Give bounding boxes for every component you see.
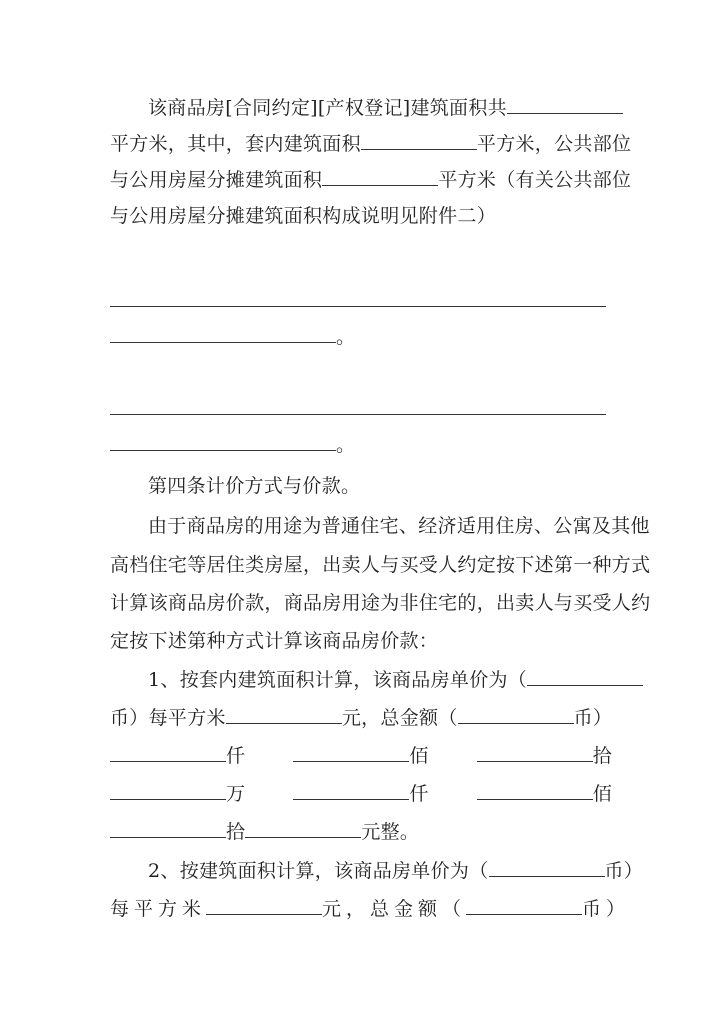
item2-text-2b: 元，总金额（ — [322, 898, 467, 920]
blank-line-3[interactable] — [110, 391, 612, 427]
unit-shi-1: 拾 — [592, 745, 612, 767]
item1-unit-price-blank[interactable] — [226, 701, 342, 724]
amount-bai-blank-2[interactable] — [477, 777, 593, 800]
item2-total-currency-blank[interactable] — [466, 892, 582, 915]
unit-wan: 万 — [226, 783, 246, 805]
article4-title — [110, 468, 612, 504]
blank-part-1[interactable] — [110, 320, 336, 343]
p1-text-4: 定按下述第种方式计算该商品房价款： — [110, 630, 439, 652]
p1-text-2: 高档住宅等居住类房屋，出卖人与买受人约定按下述第一种方式 — [110, 554, 651, 576]
item2-text-2a: 每平方米 — [110, 898, 207, 920]
blank-full-2[interactable] — [110, 392, 606, 415]
item1-line-1 — [110, 662, 612, 698]
p1-line-2 — [110, 547, 651, 583]
inner-area-blank[interactable] — [361, 127, 477, 150]
blank-line-2[interactable] — [110, 319, 612, 355]
item1-line-3 — [110, 738, 612, 774]
blank-part-2[interactable] — [110, 428, 336, 451]
shared-area-label: 与公用房屋分摊建筑面积 — [110, 169, 323, 191]
item1-text-2b: 元，总金额（ — [341, 707, 458, 729]
item2-currency-blank[interactable] — [489, 854, 605, 877]
item2-line-1 — [110, 853, 644, 889]
period-1: 。 — [336, 326, 356, 348]
item1-line-2 — [110, 700, 612, 736]
period-2: 。 — [336, 434, 356, 456]
item1-text-2a: 币）每平方米 — [110, 707, 226, 729]
area-line-3 — [110, 162, 632, 198]
item2-line-2 — [110, 891, 631, 927]
item1-text-1: 1、按套内建筑面积计算，该商品房单价为（ — [148, 669, 528, 691]
amount-bai-blank-1[interactable] — [293, 739, 409, 762]
amount-yuan-blank[interactable] — [245, 815, 361, 838]
item2-unit-price-blank[interactable] — [206, 892, 322, 915]
area-note-end: 与公用房屋分摊建筑面积构成说明见附件二） — [110, 205, 497, 227]
area-line-4 — [110, 198, 612, 234]
item2-text-1: 2、按建筑面积计算，该商品房单价为（ — [148, 860, 489, 882]
shared-area-blank[interactable] — [322, 163, 438, 186]
p1-line-3 — [110, 585, 651, 621]
area-sqm-common: 平方米，公共部位 — [476, 133, 632, 155]
item1-line-4 — [110, 776, 612, 812]
area-sqm-comma: 平方米，其中，套内建筑面积 — [110, 133, 361, 155]
item1-line-5 — [110, 814, 612, 850]
area-sqm-note: 平方米（有关公共部位 — [438, 169, 632, 191]
blank-line-1[interactable] — [110, 283, 612, 319]
amount-qian-blank-2[interactable] — [293, 777, 409, 800]
unit-qian-2: 仟 — [409, 783, 429, 805]
unit-shi-2: 拾 — [226, 821, 246, 843]
total-area-blank[interactable] — [507, 91, 623, 114]
item2-total-currency-close: 币） — [582, 898, 631, 920]
area-line-2 — [110, 126, 632, 162]
p1-line-1 — [110, 508, 650, 544]
area-intro: 该商品房[合同约定][产权登记]建筑面积共 — [148, 97, 507, 119]
p1-line-4 — [110, 623, 612, 659]
blank-line-4[interactable] — [110, 427, 612, 463]
item2-currency-close: 币） — [604, 860, 644, 882]
amount-shi-blank-1[interactable] — [477, 739, 593, 762]
p1-text-1: 由于商品房的用途为普通住宅、经济适用住房、公寓及其他 — [148, 515, 650, 537]
article4-title-text: 第四条计价方式与价款。 — [148, 475, 361, 497]
item1-total-currency-blank[interactable] — [458, 701, 574, 724]
item1-currency-blank[interactable] — [527, 663, 643, 686]
amount-qian-blank-1[interactable] — [110, 739, 226, 762]
blank-full-1[interactable] — [110, 284, 606, 307]
unit-bai-1: 佰 — [409, 745, 429, 767]
amount-wan-blank[interactable] — [110, 777, 226, 800]
unit-yuan-zheng: 元整。 — [361, 821, 420, 843]
amount-shi-blank-2[interactable] — [110, 815, 226, 838]
unit-bai-2: 佰 — [592, 783, 612, 805]
unit-qian-1: 仟 — [226, 745, 246, 767]
area-line-1 — [110, 90, 612, 126]
item1-currency-close: 币） — [573, 707, 613, 729]
p1-text-3: 计算该商品房价款，商品房用途为非住宅的，出卖人与买受人约 — [110, 592, 651, 614]
